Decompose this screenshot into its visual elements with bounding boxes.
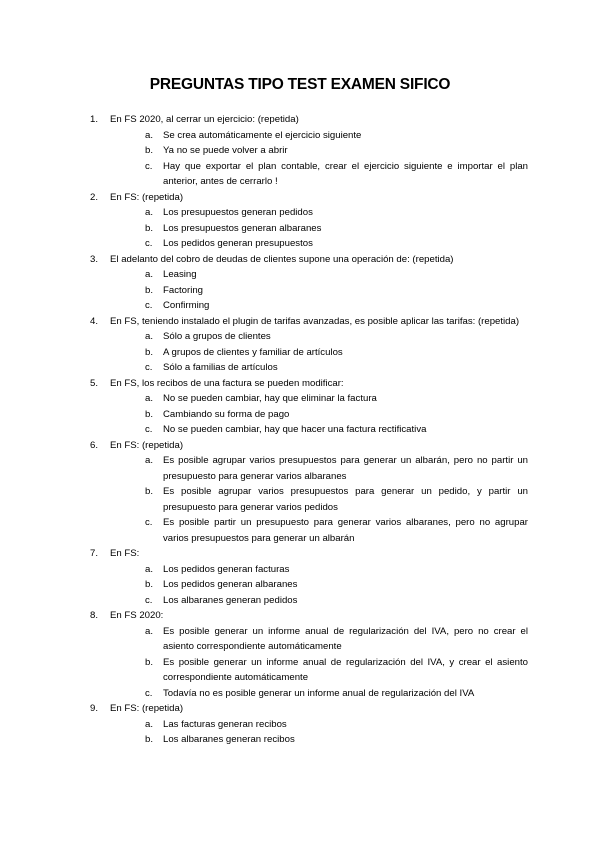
option-text: No se pueden cambiar, hay que eliminar la factura bbox=[163, 393, 377, 404]
question-text: En FS, teniendo instalado el plugin de tarifas avanzadas, es posible aplicar las tarifas: (repetida) bbox=[110, 315, 520, 327]
option-text: Los albaranes generan recibos bbox=[163, 734, 295, 745]
option-c bbox=[145, 515, 528, 546]
question-list bbox=[90, 112, 528, 748]
question-number: 5. bbox=[90, 377, 99, 389]
option-b bbox=[145, 221, 528, 237]
option-text: Sólo a familias de artículos bbox=[163, 362, 278, 373]
question-7 bbox=[90, 546, 528, 608]
question-text: En FS, los recibos de una factura se pueden modificar: bbox=[110, 377, 344, 389]
option-text: Las facturas generan recibos bbox=[163, 718, 287, 730]
option-letter: b. bbox=[145, 346, 154, 358]
question-number: 4. bbox=[90, 315, 99, 327]
option-letter: b. bbox=[145, 486, 154, 497]
option-letter: a. bbox=[145, 269, 154, 280]
question-1 bbox=[90, 112, 528, 190]
question-text: En FS 2020, al cerrar un ejercicio: (repetida) bbox=[110, 114, 299, 125]
option-text: No se pueden cambiar, hay que hacer una factura rectificativa bbox=[163, 424, 427, 435]
option-letter: c. bbox=[145, 362, 153, 373]
option-list bbox=[110, 717, 528, 748]
option-a bbox=[145, 205, 528, 221]
question-text: En FS: (repetida) bbox=[110, 439, 184, 451]
option-letter: a. bbox=[145, 129, 154, 141]
option-list bbox=[110, 562, 528, 609]
option-list bbox=[110, 267, 528, 314]
option-c bbox=[145, 422, 528, 438]
question-number: 6. bbox=[90, 439, 99, 451]
option-list bbox=[110, 128, 528, 190]
question-6 bbox=[90, 438, 528, 547]
option-text: A grupos de clientes y familiar de artículos bbox=[163, 346, 343, 358]
question-text: En FS: (repetida) bbox=[110, 703, 184, 714]
question-9 bbox=[90, 701, 528, 748]
option-letter: a. bbox=[145, 455, 154, 466]
option-list bbox=[110, 205, 528, 252]
option-a bbox=[145, 128, 528, 144]
option-c bbox=[145, 236, 528, 252]
option-b bbox=[145, 732, 528, 748]
option-b bbox=[145, 407, 528, 423]
option-text: Los pedidos generan facturas bbox=[163, 563, 290, 575]
option-a bbox=[145, 267, 528, 283]
option-letter: c. bbox=[145, 424, 153, 435]
option-letter: a. bbox=[145, 718, 154, 730]
option-b bbox=[145, 143, 528, 159]
question-text: El adelanto del cobro de deudas de clientes supone una operación de: (repetida) bbox=[110, 253, 454, 265]
option-text: Cambiando su forma de pago bbox=[163, 408, 290, 420]
question-number: 2. bbox=[90, 191, 99, 203]
option-c bbox=[145, 298, 528, 314]
question-text: En FS 2020: bbox=[110, 610, 164, 621]
option-letter: b. bbox=[145, 284, 154, 296]
option-text: Es posible generar un informe anual de regularización del IVA, y crear el asiento correspondiente automáticamente bbox=[163, 656, 528, 683]
option-letter: a. bbox=[145, 563, 154, 575]
option-letter: b. bbox=[145, 408, 154, 420]
option-b bbox=[145, 484, 528, 515]
question-number: 7. bbox=[90, 548, 99, 559]
option-letter: b. bbox=[145, 579, 154, 590]
option-letter: c. bbox=[145, 160, 153, 172]
option-list bbox=[110, 453, 528, 546]
option-text: Confirming bbox=[163, 300, 210, 311]
option-text: Es posible agrupar varios presupuestos para generar un albarán, pero no partir un presupuesto para generar varios albaranes bbox=[163, 455, 528, 482]
option-letter: c. bbox=[145, 594, 153, 606]
option-a bbox=[145, 717, 528, 733]
option-text: Los presupuestos generan pedidos bbox=[163, 207, 313, 218]
question-3 bbox=[90, 252, 528, 314]
page-title: PREGUNTAS TIPO TEST EXAMEN SIFICO bbox=[149, 76, 451, 93]
option-letter: c. bbox=[145, 687, 153, 699]
option-text: Leasing bbox=[163, 269, 197, 280]
option-text: Factoring bbox=[163, 284, 203, 296]
option-a bbox=[145, 624, 528, 655]
question-8 bbox=[90, 608, 528, 701]
option-text: Todavía no es posible generar un informe anual de regularización del IVA bbox=[163, 687, 475, 699]
option-text: Se crea automáticamente el ejercicio siguiente bbox=[163, 129, 362, 141]
option-letter: a. bbox=[145, 207, 154, 218]
option-letter: b. bbox=[145, 222, 154, 234]
option-text: Los albaranes generan pedidos bbox=[163, 594, 298, 606]
option-text: Ya no se puede volver a abrir bbox=[163, 145, 288, 156]
option-letter: c. bbox=[145, 517, 153, 528]
question-number: 3. bbox=[90, 253, 99, 265]
option-list bbox=[110, 624, 528, 702]
question-text: En FS: bbox=[110, 548, 140, 559]
option-c bbox=[145, 593, 528, 609]
option-a bbox=[145, 453, 528, 484]
question-5 bbox=[90, 376, 528, 438]
option-text: Los pedidos generan presupuestos bbox=[163, 238, 313, 249]
option-a bbox=[145, 562, 528, 578]
option-c bbox=[145, 159, 528, 190]
option-text: Hay que exportar el plan contable, crear el ejercicio siguiente e importar el plan anterior, antes de cerrarlo ! bbox=[163, 160, 528, 187]
question-number: 1. bbox=[90, 114, 99, 125]
option-text: Es posible partir un presupuesto para generar varios albaranes, pero no agrupar varios presupuestos para generar un albarán bbox=[163, 517, 528, 544]
option-b bbox=[145, 283, 528, 299]
option-text: Es posible generar un informe anual de regularización del IVA, pero no crear el asiento correspondiente automáticamente bbox=[163, 625, 528, 652]
question-text: En FS: (repetida) bbox=[110, 191, 184, 203]
option-list bbox=[110, 391, 528, 438]
option-letter: a. bbox=[145, 331, 154, 342]
option-letter: c. bbox=[145, 238, 153, 249]
option-letter: b. bbox=[145, 656, 154, 668]
option-a bbox=[145, 329, 528, 345]
option-letter: b. bbox=[145, 734, 154, 745]
option-text: Es posible agrupar varios presupuestos para generar un pedido, y partir un presupuesto para generar varios pedidos bbox=[163, 486, 528, 513]
option-a bbox=[145, 391, 528, 407]
option-letter: c. bbox=[145, 300, 153, 311]
option-letter: a. bbox=[145, 393, 154, 404]
option-c bbox=[145, 686, 528, 702]
question-number: 9. bbox=[90, 703, 99, 714]
option-text: Sólo a grupos de clientes bbox=[163, 331, 271, 342]
option-c bbox=[145, 360, 528, 376]
question-number: 8. bbox=[90, 610, 99, 621]
option-text: Los pedidos generan albaranes bbox=[163, 579, 298, 590]
question-2 bbox=[90, 190, 528, 252]
option-letter: a. bbox=[145, 625, 154, 637]
option-b bbox=[145, 345, 528, 361]
question-4 bbox=[90, 314, 528, 376]
option-text: Los presupuestos generan albaranes bbox=[163, 222, 322, 234]
option-list bbox=[110, 329, 528, 376]
option-b bbox=[145, 577, 528, 593]
option-b bbox=[145, 655, 528, 686]
option-letter: b. bbox=[145, 145, 154, 156]
